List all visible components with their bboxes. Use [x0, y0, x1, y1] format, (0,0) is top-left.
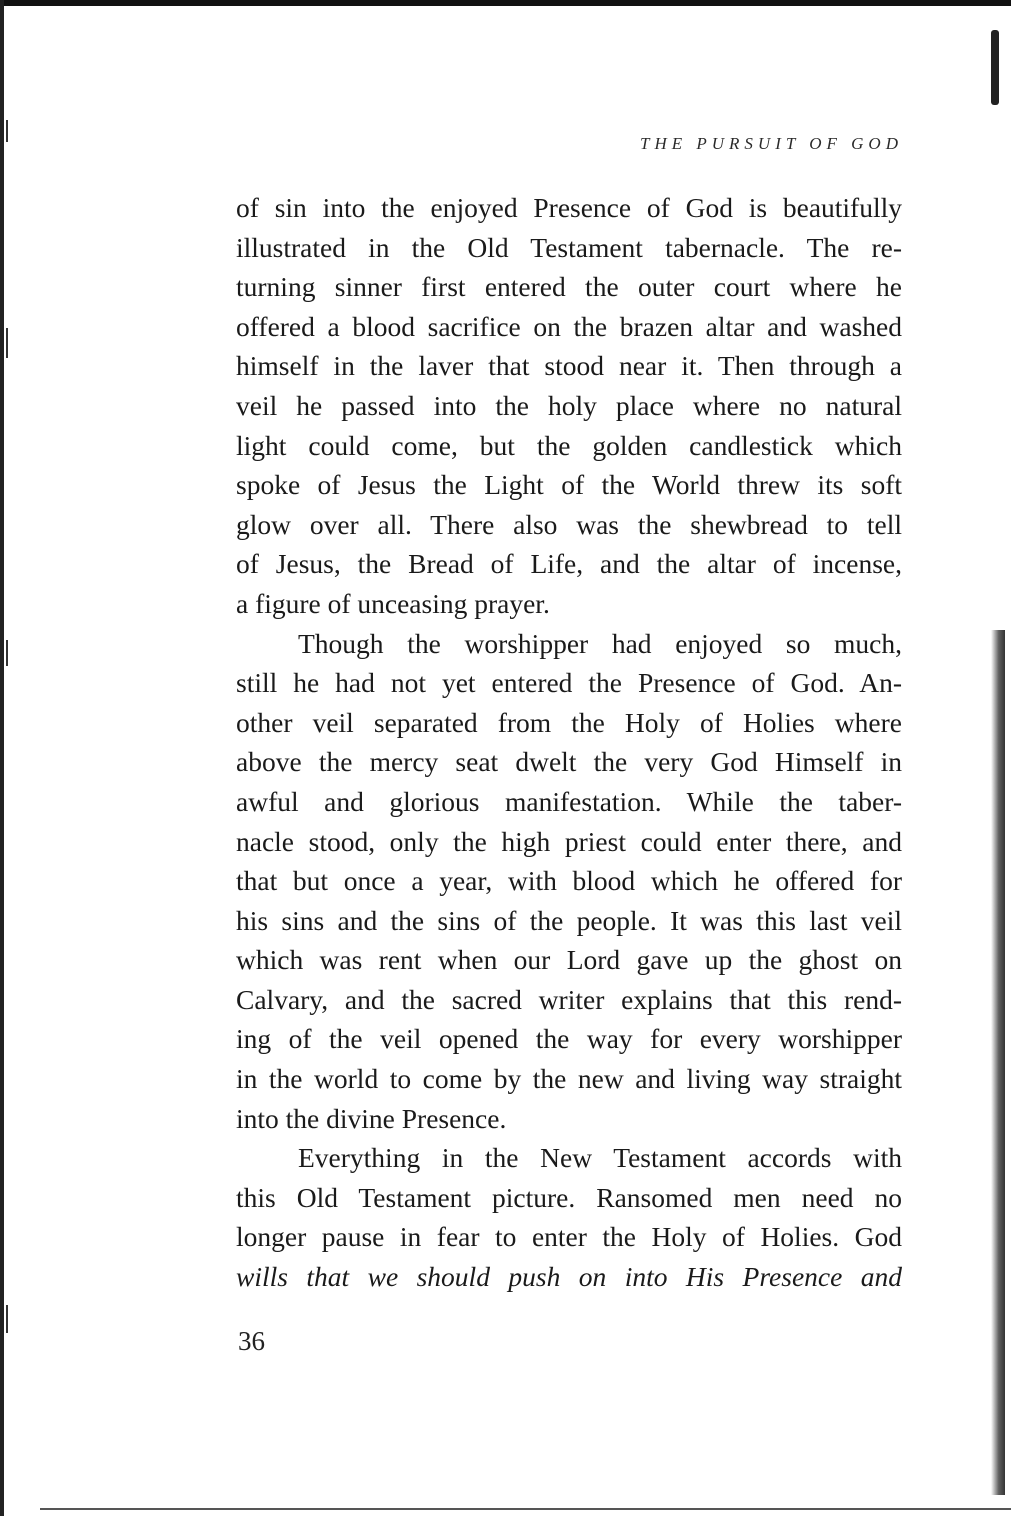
page-edge-right [991, 630, 1005, 1495]
text-line: ing of the veil opened the way for every worshipper [236, 1023, 902, 1055]
scan-mark [6, 328, 8, 358]
text-line: nacle stood, only the high priest could enter there, and [236, 825, 902, 857]
text-line: offered a blood sacrifice on the brazen altar and washed [236, 310, 902, 342]
text-line: himself in the laver that stood near it. Then through a [236, 350, 902, 382]
text-line-italic: wills that we should push on into His Presence and [236, 1261, 902, 1293]
page-edge-right-top [991, 30, 999, 105]
body-text [236, 188, 902, 1297]
text-line: longer pause in fear to enter the Holy of Holies. God [236, 1221, 902, 1253]
text-line: spoke of Jesus the Light of the World threw its soft [236, 469, 902, 501]
text-line: that but once a year, with blood which he offered for [236, 865, 902, 897]
scan-mark [6, 120, 8, 142]
text-line: light could come, but the golden candlestick which [236, 429, 902, 461]
text-line: this Old Testament picture. Ransomed men need no [236, 1181, 902, 1213]
text-line: of Jesus, the Bread of Life, and the altar of incense, [236, 548, 902, 580]
scan-mark [6, 640, 8, 666]
text-line: veil he passed into the holy place where no natural [236, 389, 902, 421]
scan-mark [6, 1305, 8, 1333]
page-edge-top [0, 0, 1011, 6]
text-line: of sin into the enjoyed Presence of God is beautifully [236, 192, 902, 223]
page-edge-bottom [40, 1508, 1011, 1510]
page-number: 36 [238, 1326, 265, 1356]
text-line: a figure of unceasing prayer. [236, 587, 550, 619]
text-line: turning sinner first entered the outer court where he [236, 271, 902, 303]
text-line: in the world to come by the new and living way straight [236, 1063, 902, 1095]
text-line: illustrated in the Old Testament tabernacle. The re- [236, 231, 902, 263]
text-line: his sins and the sins of the people. It was this last veil [236, 904, 902, 936]
text-line: Calvary, and the sacred writer explains that this rend- [236, 983, 902, 1015]
text-line: awful and glorious manifestation. While the taber- [236, 785, 902, 817]
text-line: other veil separated from the Holy of Holies where [236, 706, 902, 738]
page-edge-left [0, 0, 4, 1516]
text-line: above the mercy seat dwelt the very God Himself in [236, 746, 902, 778]
text-line: which was rent when our Lord gave up the ghost on [236, 944, 902, 976]
text-line: into the divine Presence. [236, 1102, 507, 1134]
running-head: THE PURSUIT OF GOD [640, 134, 903, 153]
text-line: Everything in the New Testament accords with [298, 1142, 902, 1174]
text-line: still he had not yet entered the Presence of God. An- [236, 667, 902, 699]
text-line: Though the worshipper had enjoyed so much, [298, 627, 902, 659]
text-line: glow over all. There also was the shewbread to tell [236, 508, 902, 540]
